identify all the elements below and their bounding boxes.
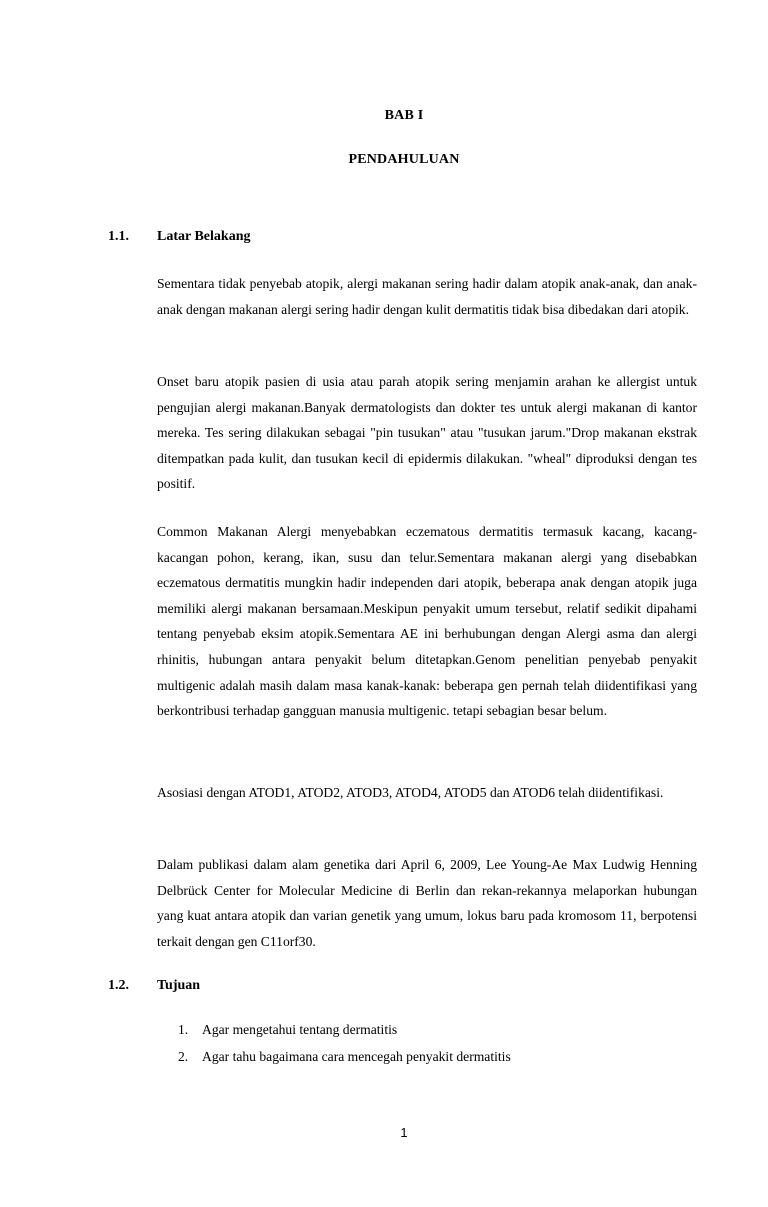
paragraph-4: Asosiasi dengan ATOD1, ATOD2, ATOD3, ATOD4, ATOD5 dan ATOD6 telah diidentifikasi. — [157, 785, 664, 800]
paragraph-1: Sementara tidak penyebab atopik, alergi makanan sering hadir dalam atopik anak-anak, dan anak-anak dengan makanan alergi sering hadir dengan kulit dermatitis tidak bisa dibedakan dari atopik. — [157, 276, 697, 317]
list-item: 1. Agar mengetahui tentang dermatitis — [178, 1022, 398, 1037]
paragraph-3: Common Makanan Alergi menyebabkan eczematous dermatitis termasuk kacang, kacang-kacangan pohon, kerang, ikan, susu dan telur.Sementara makanan alergi yang disebabkan eczematous dermatitis mungkin hadir independen dari atopik, beberapa anak dengan atopik juga memiliki alergi makanan bersamaan.Meskipun penyakit umum tersebut, relatif sedikit dipahami tentang penyebab eksim atopik.Sementara AE ini berhubungan dengan Alergi asma dan alergi rhinitis, hubungan antara penyakit belum ditetapkan.Genom penelitian penyebab penyakit multigenic adalah masih dalam masa kanak-kanak: beberapa gen pernah telah diidentifikasi yang berkontribusi terhadap gangguan manusia multigenic. tetapi sebagian besar belum. — [157, 524, 697, 719]
section-number: 1.1. — [108, 229, 129, 244]
page-number: 1 — [400, 1125, 408, 1140]
chapter-title: PENDAHULUAN — [348, 152, 460, 167]
list-item: 2. Agar tahu bagaimana cara mencegah penyakit dermatitis — [178, 1049, 511, 1064]
objectives-list — [178, 1016, 511, 1070]
paragraph-5: Dalam publikasi dalam alam genetika dari April 6, 2009, Lee Young-Ae Max Ludwig Henning Delbrück Center for Molecular Medicine di Berlin dan rekan-rekannya melaporkan hubungan yang kuat antara atopik dan varian genetik yang umum, lokus baru pada kromosom 11, berpotensi terkait dengan gen C11orf30. — [157, 857, 697, 949]
section-heading-tujuan — [108, 978, 200, 994]
section-title: Latar Belakang — [157, 229, 251, 244]
chapter-number: BAB I — [384, 108, 424, 123]
section-heading-latar-belakang — [108, 229, 250, 245]
section-title: Tujuan — [157, 978, 201, 993]
paragraph-2: Onset baru atopik pasien di usia atau parah atopik sering menjamin arahan ke allergist untuk pengujian alergi makanan.Banyak dermatologists dan dokter tes untuk alergi makanan di kantor mereka. Tes sering dilakukan sebagai "pin tusukan" atau "tusukan jarum."Drop makanan ekstrak ditempatkan pada kulit, dan tusukan kecil di epidermis dilakukan. "wheal" diproduksi dengan tes positif. — [157, 374, 697, 492]
section-number: 1.2. — [108, 978, 129, 993]
